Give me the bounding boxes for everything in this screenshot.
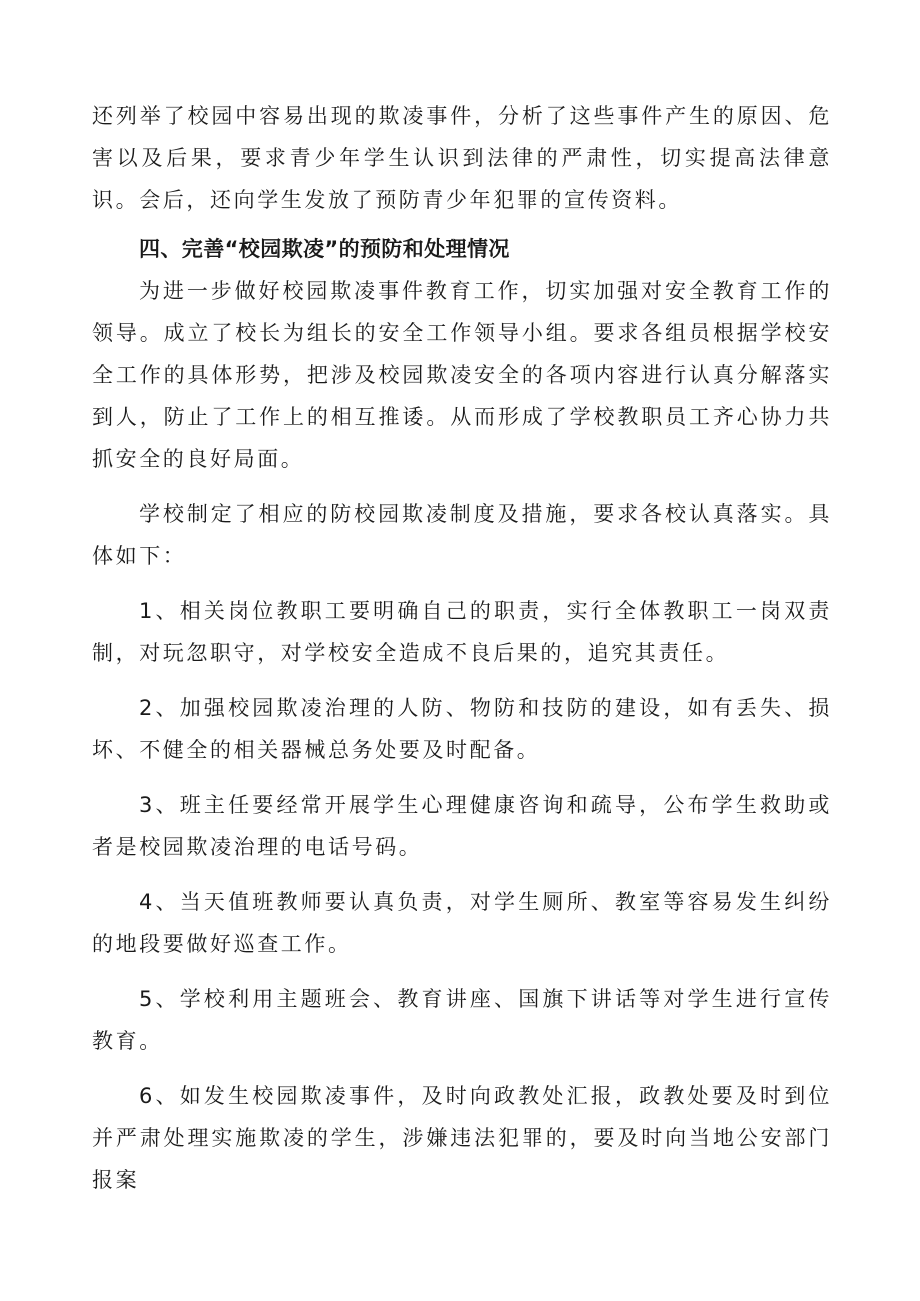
- list-item-6: 6、如发生校园欺凌事件，及时向政教处汇报，政教处要及时到位并严肃处理实施欺凌的学生，涉嫌违法犯罪的，要及时向当地公安部门报案: [92, 1084, 832, 1192]
- paragraph-intro-continuation: 还列举了校园中容易出现的欺凌事件，分析了这些事件产生的原因、危害以及后果，要求青少年学生认识到法律的严肃性，切实提高法律意识。会后，还向学生发放了预防青少年犯罪的宣传资料。: [92, 104, 832, 212]
- list-item-5: 5、学校利用主题班会、教育讲座、国旗下讲话等对学生进行宣传教育。: [92, 987, 832, 1053]
- list-item-4: 4、当天值班教师要认真负责，对学生厕所、教室等容易发生纠纷的地段要做好巡查工作。: [92, 890, 832, 956]
- paragraph-measures-intro: 学校制定了相应的防校园欺凌制度及措施，要求各校认真落实。具体如下：: [92, 502, 832, 568]
- list-item-3: 3、班主任要经常开展学生心理健康咨询和疏导，公布学生救助或者是校园欺凌治理的电话号码。: [92, 793, 832, 859]
- section-heading: 四、完善“校园欺凌”的预防和处理情况: [139, 237, 510, 261]
- list-item-1: 1、相关岗位教职工要明确自己的职责，实行全体教职工一岗双责制，对玩忽职守，对学校安全造成不良后果的，追究其责任。: [92, 599, 832, 665]
- document-body: [92, 95, 832, 1201]
- list-item-2: 2、加强校园欺凌治理的人防、物防和技防的建设，如有丢失、损坏、不健全的相关器械总务处要及时配备。: [92, 696, 832, 762]
- paragraph-leadership: 为进一步做好校园欺凌事件教育工作，切实加强对安全教育工作的领导。成立了校长为组长的安全工作领导小组。要求各组员根据学校安全工作的具体形势，把涉及校园欺凌安全的各项内容进行认真分解落实到人，防止了工作上的相互推诿。从而形成了学校教职员工齐心协力共抓安全的良好局面。: [92, 279, 832, 471]
